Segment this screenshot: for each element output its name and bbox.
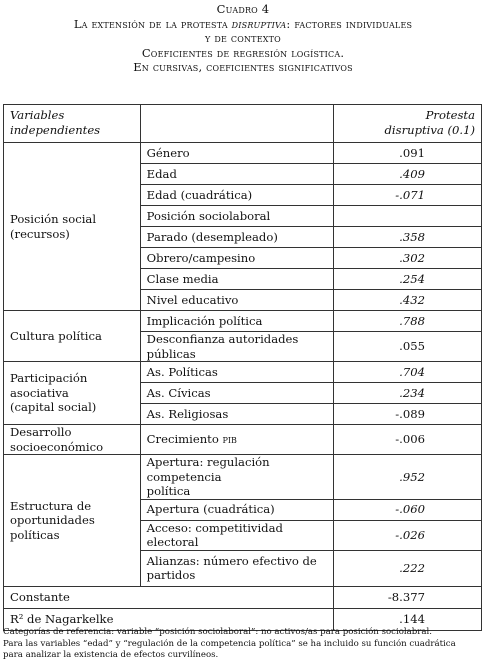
constant-row-label: Constante: [4, 586, 334, 608]
table-row: [4, 311, 482, 332]
table-row: [4, 455, 482, 500]
group-label-line: Posición social: [10, 212, 97, 226]
variable-name: [140, 425, 333, 455]
header-variables: Variables independientes: [4, 105, 141, 143]
variable-name: [140, 143, 333, 164]
r2-row-value: .144: [333, 608, 481, 630]
caption-title-italic: disruptiva: [231, 16, 287, 31]
variable-name-text: Edad: [146, 166, 177, 181]
variable-name-text: Implicación política: [146, 313, 263, 328]
variable-name-line: política: [146, 484, 191, 498]
group-label-line: Participación asociativa: [10, 371, 88, 400]
variable-name-text: Crecimiento: [146, 432, 223, 447]
variable-name-text: Acceso: competitividad electoral: [146, 520, 283, 549]
caption-note: En cursivas, coeficientes significativos: [133, 60, 353, 74]
variable-name-text: Posición sociolaboral: [146, 208, 271, 223]
footnote-line2: Para las variables “edad” y “regulación de la competencia política” se ha incluido su función cuadrática: [3, 638, 456, 649]
caption-subtitle: Coeficientes de regresión logística.: [141, 45, 345, 60]
variable-name-text: Clase media: [146, 271, 219, 286]
r2-row-label: R² de Nagarkelke: [4, 608, 334, 630]
variable-name-acronym: pib: [222, 432, 237, 447]
caption-line1: Cuadro 4: [216, 2, 270, 16]
variable-name: [140, 206, 333, 227]
variable-name-text: Apertura (cuadrática): [146, 502, 275, 517]
variable-name: [140, 185, 333, 206]
coefficient-value: [333, 206, 481, 227]
coefficient-value: .055: [333, 332, 481, 362]
variable-name-line: Alianzas: número efectivo de: [146, 553, 317, 568]
variable-name: [140, 362, 333, 383]
header-dependent-line2: disruptiva (0.1): [384, 122, 475, 137]
table-caption: [0, 2, 486, 75]
variable-name-text: Nivel educativo: [146, 292, 239, 307]
table-row: [4, 362, 482, 383]
variable-name: [140, 248, 333, 269]
variable-name-text: Obrero/campesino: [146, 250, 256, 265]
coefficient-value: -.071: [333, 185, 481, 206]
variable-name-line: Apertura: regulación competencia: [146, 455, 270, 484]
caption-title-line2: y de contexto: [205, 31, 281, 45]
variable-name: [140, 404, 333, 425]
variable-name: [140, 383, 333, 404]
coefficient-value: -.006: [333, 425, 481, 455]
coefficient-value: .302: [333, 248, 481, 269]
coefficient-value: .432: [333, 290, 481, 311]
group-label: [4, 311, 141, 362]
variable-name-text: As. Políticas: [146, 364, 218, 379]
group-label-line: Cultura política: [10, 328, 102, 343]
header-dependent-line1: Protesta: [425, 108, 475, 122]
group-label: [4, 425, 141, 455]
coefficient-value: -.089: [333, 404, 481, 425]
header-empty: [140, 105, 333, 143]
regression-table: [3, 104, 482, 631]
table-row: [4, 143, 482, 164]
variable-name: [140, 550, 333, 586]
coefficient-value: .704: [333, 362, 481, 383]
coefficient-value: .409: [333, 164, 481, 185]
group-label: [4, 362, 141, 425]
variable-name: [140, 520, 333, 550]
variable-name: [140, 499, 333, 520]
group-label-line: Desarrollo: [10, 425, 72, 439]
group-label: [4, 143, 141, 311]
variable-name-text: Desconfianza autoridades públicas: [146, 332, 299, 361]
caption-title-line1: [0, 17, 486, 32]
coefficient-value: .222: [333, 550, 481, 586]
group-label-line: (capital social): [10, 400, 97, 415]
group-label-line: Estructura de: [10, 498, 92, 513]
coefficient-value: -.060: [333, 499, 481, 520]
variable-name: [140, 227, 333, 248]
variable-name: [140, 332, 333, 362]
coefficient-value: .254: [333, 269, 481, 290]
variable-name-text: Género: [146, 145, 190, 160]
caption-title-pre: La extensión de la protesta: [73, 16, 232, 31]
caption-table-number: [0, 2, 486, 17]
regression-table-body: [4, 105, 482, 631]
variable-name: [140, 164, 333, 185]
variable-name: [140, 269, 333, 290]
group-label-line: oportunidades políticas: [10, 513, 95, 542]
coefficient-value: .358: [333, 227, 481, 248]
variable-name-text: Edad (cuadrática): [146, 187, 253, 202]
footnote-line1: Categorías de referencia: variable “posición sociolaboral”: no activos/as para posición sociolabral.: [3, 627, 432, 637]
variable-name-text: As. Cívicas: [146, 385, 211, 400]
footnote-line3: para analizar la existencia de efectos curvilíneos.: [3, 650, 219, 661]
coefficient-value: -.026: [333, 520, 481, 550]
variable-name-text: As. Religiosas: [146, 406, 229, 421]
header-dependent: [333, 105, 481, 143]
variable-name: [140, 455, 333, 500]
variable-name: [140, 290, 333, 311]
group-label-line: (recursos): [10, 226, 70, 241]
constant-row: [4, 586, 482, 608]
table-footnote: [3, 627, 483, 662]
coefficient-value: .788: [333, 311, 481, 332]
variable-name-text: Parado (desempleado): [146, 229, 278, 244]
group-label-line: socioeconómico: [10, 439, 104, 454]
coefficient-value: .234: [333, 383, 481, 404]
variable-name-line: partidos: [146, 568, 196, 582]
table-header-row: [4, 105, 482, 143]
group-label: [4, 455, 141, 587]
table-row: [4, 425, 482, 455]
constant-row-value: -8.377: [333, 586, 481, 608]
coefficient-value: .091: [333, 143, 481, 164]
caption-title-post: : factores individuales: [286, 16, 413, 31]
coefficient-value: .952: [333, 455, 481, 500]
variable-name: [140, 311, 333, 332]
